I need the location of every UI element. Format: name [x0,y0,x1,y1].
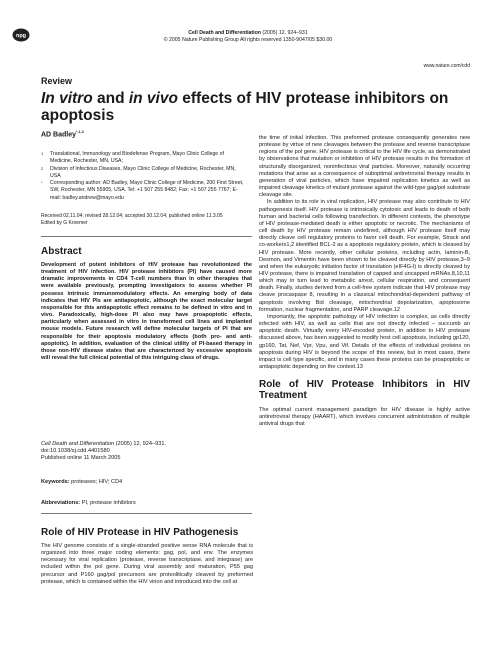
svg-text:npg: npg [15,33,27,40]
author-line [41,130,84,138]
corresponding-author: * Corresponding author: AD Badley, Mayo Clinic College of Medicine, 200 First Street, SW, Rochester, MN 55905, USA. Tel: +1 507 255 8482; Fax: +1 507 255 7767; E-mail: badley.andrew@mayo.edu [41,180,244,201]
citation-volume: (2005) 12, 924–931. [114,441,167,447]
divider-bottom [41,513,252,514]
section1-heading: Role of HIV Protease in HIV Pathogenesis [41,527,239,538]
header-url[interactable]: www.nature.com/cdd [423,63,470,69]
right-column [259,135,470,429]
affiliation-1: 1 Translational, Immunology and Biodefense Program, Mayo Clinic College of Medicine, Rochester, MN, USA; [41,151,224,165]
right-paragraph-3: Importantly, the apoptotic pathology of HIV infection is complex, as cells directly infected with HIV, as well as cells that are not directly infected – succumb an apoptotic death. Virtually every HIV-encoded protein, in addition to HIV protease discussed above, has been suggested to modify host cell apoptosis, including gp120, gp160, Tat, Nef, Vpr, Vpu, and Vif. Details of the effects of individual proteins on apoptosis during HIV is beyond the scope of this review, but in most cases, there impact is cell type specific, and in many cases these proteins can be proapoptotic or antiapoptotic depending on the context.13 [259,313,470,370]
doi[interactable]: doi:10.1038/sj.cdd.4401580 [41,448,110,455]
article-type: Review [41,76,73,86]
right-paragraph-4: The optimal current management paradigm for HIV disease is highly active antiretroviral therapy (HAART), which involves concurrent administration of multiple antiviral drugs that [259,407,470,428]
keywords [41,479,122,485]
header-volume: (2005) 12, 924–931 [262,30,308,36]
title-part-1: In vitro [41,90,93,107]
keywords-label: Keywords: [41,479,70,485]
section1-text: The HIV genome consists of a single-stranded positive sense RNA molecule that is organized into three major coding elements: gag, pol, and env. The enzymes necessary for viral replication (protease, reverse transcriptase, and integrase) are included within the pol gene. During viral assembly and maturation, P55 gag precursor and P160 gag/pol precursors are proteolitically cleaved by preformed protease, which is contained within the HIV virion and introduced into the cell at [41,543,253,585]
abstract-text: Development of potent inhibitors of HIV protease has revolutionized the treatment of HIV infection. HIV protease inhibitors (PI) have caused more dramatic improvements in CD4 T-cell numbers than in other therapies that were available previously, prompting investigators to assess whether PI possess intrinsic immunomodulatory effects. An emerging body of data indicates that HIV PIs are antiapoptotic, although the exact molecular target responsible for this antiapoptotic effect remains to be defined in vitro and in vivo. Paradoxically, high-dose PI also may have proapoptotic effects, particularly when assessed in vitro in transformed cell lines and implanted mouse models. Future research will define molecular targets of PI that are responsible for their apoptosis modulatory effects (both pro- and anti-apoptotic). In addition, evaluation of the clinical utility of PI-based therapy in those non-HIV disease states that are characterized by excessive apoptosis will reveal the full clinical potential of this intriguing class of drugs. [41,262,252,362]
citation-journal: Cell Death and Differentiation [41,441,115,447]
title-part-2: and [92,90,129,107]
edited-by: Edited by G Kroemer [41,220,88,226]
author-sup: *,1,2 [76,130,84,134]
keywords-value: proteases; HIV; CD4 [69,479,123,485]
affiliations [41,151,246,202]
section2-heading: Role of HIV Protease Inhibitors in HIV Treatment [259,379,470,402]
right-paragraph-2: In addition to its role in viral replication, HIV protease may also contribute to HIV pathogenesis itself. HIV protease is intrinsically cytotoxic and leads to death of both human and bacterial cells following transfection. In different contexts, the phenotype of HIV protease-mediated death is either apoptotic or necrotic. The mechanisms of cell death by HIV protease remain undefined, although HIV protease itself may directly cleave cell regulatory proteins to favor cell death. For example, Strack and co-workers1,2 identified BCL-2 as a apoptosis regulatory protein, which is cleaved by HIV protease. More recently, other cellular proteins, including actin, laminin-B, Desmon, and Vimentin have been shown to be cleaved directly by HIV protease,3–9 and when the eukaryotic initiation factor of translation (eIF4G-I) is directly cleaved by HIV protease, there is impaired translation of capped and uncapped mRNAs,8,10,11 which may in turn lead to metabolic arrest, cellular respiration, and consequent death. Finally, studies derived from a cell-free system indicate that HIV protease may cleave procaspase 8, resulting in a classical mitochondrial-dependent pathway of apoptosis involving Bid cleavage, mitochondrial depolarization, apoptosome formation, nuclear fragmentation, and PARP cleavage.12 [259,199,470,313]
article-dates [41,213,251,227]
abstract-heading: Abstract [41,246,82,257]
abbreviations [41,500,136,506]
abbreviations-label: Abbreviations: [41,500,81,506]
right-paragraph-1: the time of initial infection. This preformed protease consequently generates new protease by virtue of new cleavages between the protease and reverse transcriptase regions of the pol gene. HIV protease is critical to the HIV life cycle, as demonstrated by observations that mutation or inhibition of HIV protease results in the formation of structurally disorganized, noninfectious viral particles. Moreover, naturally occurring mutations that arise as a consequence of suboptimal antiretroviral therapy results in generation of viral particles, which have impaired replication kinetics as well as impaired cleavage kinetics of mutant protease against the wild-type gag/pol substrate cleavage site. [259,135,470,199]
citation [41,441,252,462]
author-name: AD Badley [41,131,77,139]
affiliation-2: 2 Division of Infectious Diseases, Mayo Clinic College of Medicine, Rochester, MN, USA [41,165,236,179]
article-title [41,90,461,124]
abbreviations-value: PI, protease inhibitors [80,500,136,506]
divider-top [41,236,252,237]
header-journal: Cell Death and Differentiation [188,30,261,36]
title-part-3: in vivo [128,90,178,107]
published-online: Published online 11 March 2005 [41,455,121,462]
title-part-4: effects of HIV protease inhibitors on apoptosis [41,90,449,124]
received-dates: Received 02.11.04; revised 28.12.04; accepted 30.12.04; published online 11.3.05 [41,213,223,219]
header-copyright: © 2005 Nature Publishing Group All rights reserved 1350-9047/05 $30.00 [163,37,333,43]
